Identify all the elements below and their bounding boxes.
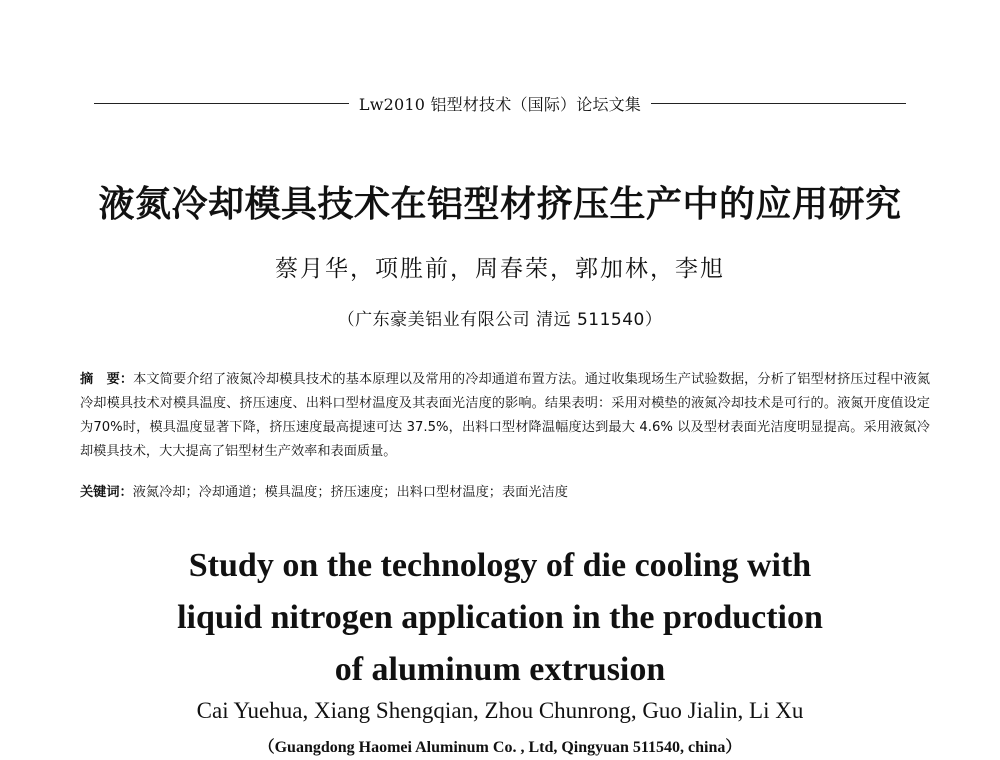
english-title-line: liquid nitrogen application in the production	[177, 599, 823, 636]
abstract-label: 摘 要：	[80, 372, 134, 387]
keywords	[80, 481, 930, 505]
chinese-authors: 蔡月华，项胜前，周春荣，郭加林，李旭	[275, 256, 725, 282]
chinese-affiliation: （广东豪美铝业有限公司 清远 511540）	[337, 310, 663, 330]
header-rule-left	[94, 103, 349, 104]
chinese-title: 液氮冷却模具技术在铝型材挤压生产中的应用研究	[98, 183, 902, 225]
keywords-text: 液氮冷却；冷却通道；模具温度；挤压速度；出料口型材温度；表面光洁度	[132, 485, 568, 500]
abstract	[80, 368, 930, 464]
running-title: Lw2010 铝型材技术（国际）论坛文集	[358, 95, 642, 114]
running-header	[88, 92, 912, 115]
english-authors: Cai Yuehua, Xiang Shengqian, Zhou Chunrong, Guo Jialin, Li Xu	[196, 698, 804, 723]
abstract-text: 本文简要介绍了液氮冷却模具技术的基本原理以及常用的冷却通道布置方法。通过收集现场生产试验数据，分析了铝型材挤压过程中液氮冷却模具技术对模具温度、挤压速度、出料口型材温度及其表面光洁度的影响。结果表明：采用对模垫的液氮冷却技术是可行的。液氮开度值设定为70%时，模具温度显著下降，挤压速度最高提速可达 37.5%，出料口型材降温幅度达到最大 4.6% 以及型材表面光洁度明显提高。采用液氮冷却模具技术，大大提高了铝型材生产效率和表面质量。	[80, 372, 931, 459]
english-affiliation: （Guangdong Haomei Aluminum Co. , Ltd, Qingyuan 511540, china）	[258, 739, 742, 756]
english-title-line: of aluminum extrusion	[334, 651, 666, 688]
keywords-label: 关键词：	[80, 485, 133, 500]
english-title	[0, 540, 1000, 696]
english-title-line: Study on the technology of die cooling with	[188, 547, 812, 584]
header-rule-right	[651, 103, 906, 104]
